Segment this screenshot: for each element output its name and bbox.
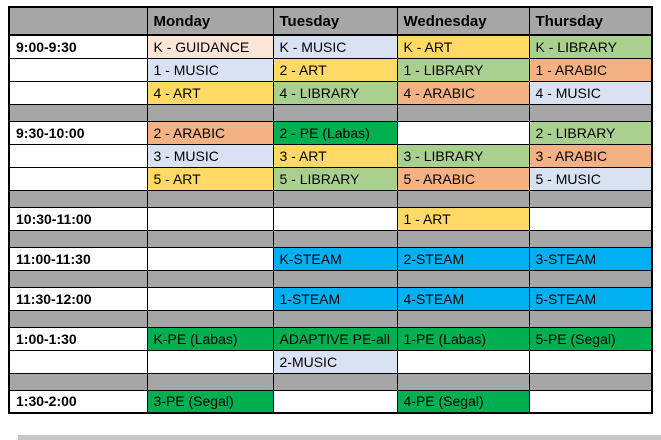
empty-cell-thursday — [529, 207, 652, 230]
schedule-row — [9, 350, 652, 373]
separator-cell — [397, 270, 529, 287]
class-cell-tuesday: 2 - PE (Labas) — [273, 121, 397, 144]
column-header-wednesday: Wednesday — [397, 7, 529, 35]
time-cell-empty — [9, 350, 147, 373]
class-cell-monday: K - GUIDANCE — [147, 35, 273, 58]
class-cell-thursday: 5-STEAM — [529, 287, 652, 310]
separator-cell — [529, 373, 652, 390]
class-cell-thursday: K - LIBRARY — [529, 35, 652, 58]
empty-cell-monday — [147, 247, 273, 270]
separator-row — [9, 270, 652, 287]
separator-cell — [147, 104, 273, 121]
class-cell-monday: 3-PE (Segal) — [147, 390, 273, 413]
class-cell-wednesday: 1 - ART — [397, 207, 529, 230]
empty-cell-thursday — [529, 350, 652, 373]
separator-cell — [529, 230, 652, 247]
time-label: 11:30-12:00 — [9, 287, 147, 310]
separator-cell — [273, 104, 397, 121]
separator-cell — [397, 310, 529, 327]
schedule-row — [9, 58, 652, 81]
time-column-header — [9, 7, 147, 35]
class-cell-thursday: 2 - LIBRARY — [529, 121, 652, 144]
class-cell-tuesday: 2 - ART — [273, 58, 397, 81]
schedule-row — [9, 207, 652, 230]
separator-cell — [9, 104, 147, 121]
column-header-thursday: Thursday — [529, 7, 652, 35]
class-cell-thursday: 3-STEAM — [529, 247, 652, 270]
schedule-table — [8, 6, 653, 414]
class-cell-monday: 1 - MUSIC — [147, 58, 273, 81]
class-cell-wednesday: 4-PE (Segal) — [397, 390, 529, 413]
class-cell-monday: 5 - ART — [147, 167, 273, 190]
class-cell-wednesday: 4-STEAM — [397, 287, 529, 310]
class-cell-tuesday: 3 - ART — [273, 144, 397, 167]
separator-cell — [147, 270, 273, 287]
schedule-row — [9, 287, 652, 310]
separator-cell — [9, 270, 147, 287]
class-cell-wednesday: 1 - LIBRARY — [397, 58, 529, 81]
separator-cell — [397, 230, 529, 247]
class-cell-monday: 4 - ART — [147, 81, 273, 104]
class-cell-monday: K-PE (Labas) — [147, 327, 273, 350]
separator-cell — [273, 310, 397, 327]
table-shadow — [18, 435, 661, 440]
empty-cell-monday — [147, 287, 273, 310]
class-cell-tuesday: K - MUSIC — [273, 35, 397, 58]
time-cell-empty — [9, 58, 147, 81]
class-cell-monday: 3 - MUSIC — [147, 144, 273, 167]
separator-cell — [397, 104, 529, 121]
time-cell-empty — [9, 144, 147, 167]
empty-cell-monday — [147, 350, 273, 373]
schedule-row — [9, 144, 652, 167]
separator-cell — [273, 270, 397, 287]
schedule-row — [9, 247, 652, 270]
class-cell-tuesday: K-STEAM — [273, 247, 397, 270]
empty-cell-tuesday — [273, 390, 397, 413]
separator-row — [9, 310, 652, 327]
class-cell-wednesday: 1-PE (Labas) — [397, 327, 529, 350]
class-cell-wednesday: 4 - ARABIC — [397, 81, 529, 104]
separator-row — [9, 104, 652, 121]
class-cell-monday: 2 - ARABIC — [147, 121, 273, 144]
separator-cell — [9, 310, 147, 327]
empty-cell-wednesday — [397, 121, 529, 144]
class-cell-wednesday: 2-STEAM — [397, 247, 529, 270]
time-label: 11:00-11:30 — [9, 247, 147, 270]
header-row — [9, 7, 652, 35]
separator-cell — [397, 373, 529, 390]
class-cell-wednesday: 3 - LIBRARY — [397, 144, 529, 167]
class-cell-thursday: 5 - MUSIC — [529, 167, 652, 190]
class-cell-wednesday: K - ART — [397, 35, 529, 58]
separator-cell — [273, 373, 397, 390]
class-cell-tuesday: 1-STEAM — [273, 287, 397, 310]
separator-cell — [273, 190, 397, 207]
time-label: 9:00-9:30 — [9, 35, 147, 58]
empty-cell-wednesday — [397, 350, 529, 373]
separator-cell — [9, 373, 147, 390]
time-label: 1:30-2:00 — [9, 390, 147, 413]
separator-cell — [529, 270, 652, 287]
time-label: 10:30-11:00 — [9, 207, 147, 230]
separator-cell — [397, 190, 529, 207]
separator-cell — [529, 190, 652, 207]
class-cell-tuesday: 4 - LIBRARY — [273, 81, 397, 104]
class-cell-thursday: 4 - MUSIC — [529, 81, 652, 104]
class-cell-tuesday: 2-MUSIC — [273, 350, 397, 373]
column-header-tuesday: Tuesday — [273, 7, 397, 35]
separator-cell — [147, 230, 273, 247]
time-cell-empty — [9, 167, 147, 190]
separator-cell — [147, 190, 273, 207]
separator-cell — [9, 190, 147, 207]
time-label: 1:00-1:30 — [9, 327, 147, 350]
schedule-row — [9, 81, 652, 104]
separator-cell — [147, 310, 273, 327]
schedule-row — [9, 327, 652, 350]
separator-cell — [147, 373, 273, 390]
class-cell-wednesday: 5 - ARABIC — [397, 167, 529, 190]
column-header-monday: Monday — [147, 7, 273, 35]
class-cell-thursday: 1 - ARABIC — [529, 58, 652, 81]
separator-row — [9, 190, 652, 207]
class-cell-thursday: 5-PE (Segal) — [529, 327, 652, 350]
empty-cell-thursday — [529, 390, 652, 413]
class-cell-tuesday: 5 - LIBRARY — [273, 167, 397, 190]
separator-cell — [273, 230, 397, 247]
time-cell-empty — [9, 81, 147, 104]
separator-cell — [529, 310, 652, 327]
schedule-row — [9, 167, 652, 190]
class-cell-thursday: 3 - ARABIC — [529, 144, 652, 167]
class-cell-tuesday: ADAPTIVE PE-all — [273, 327, 397, 350]
separator-row — [9, 230, 652, 247]
schedule-row — [9, 121, 652, 144]
separator-cell — [9, 230, 147, 247]
time-label: 9:30-10:00 — [9, 121, 147, 144]
separator-cell — [529, 104, 652, 121]
separator-row — [9, 373, 652, 390]
schedule-row — [9, 390, 652, 413]
schedule-row — [9, 35, 652, 58]
empty-cell-tuesday — [273, 207, 397, 230]
empty-cell-monday — [147, 207, 273, 230]
